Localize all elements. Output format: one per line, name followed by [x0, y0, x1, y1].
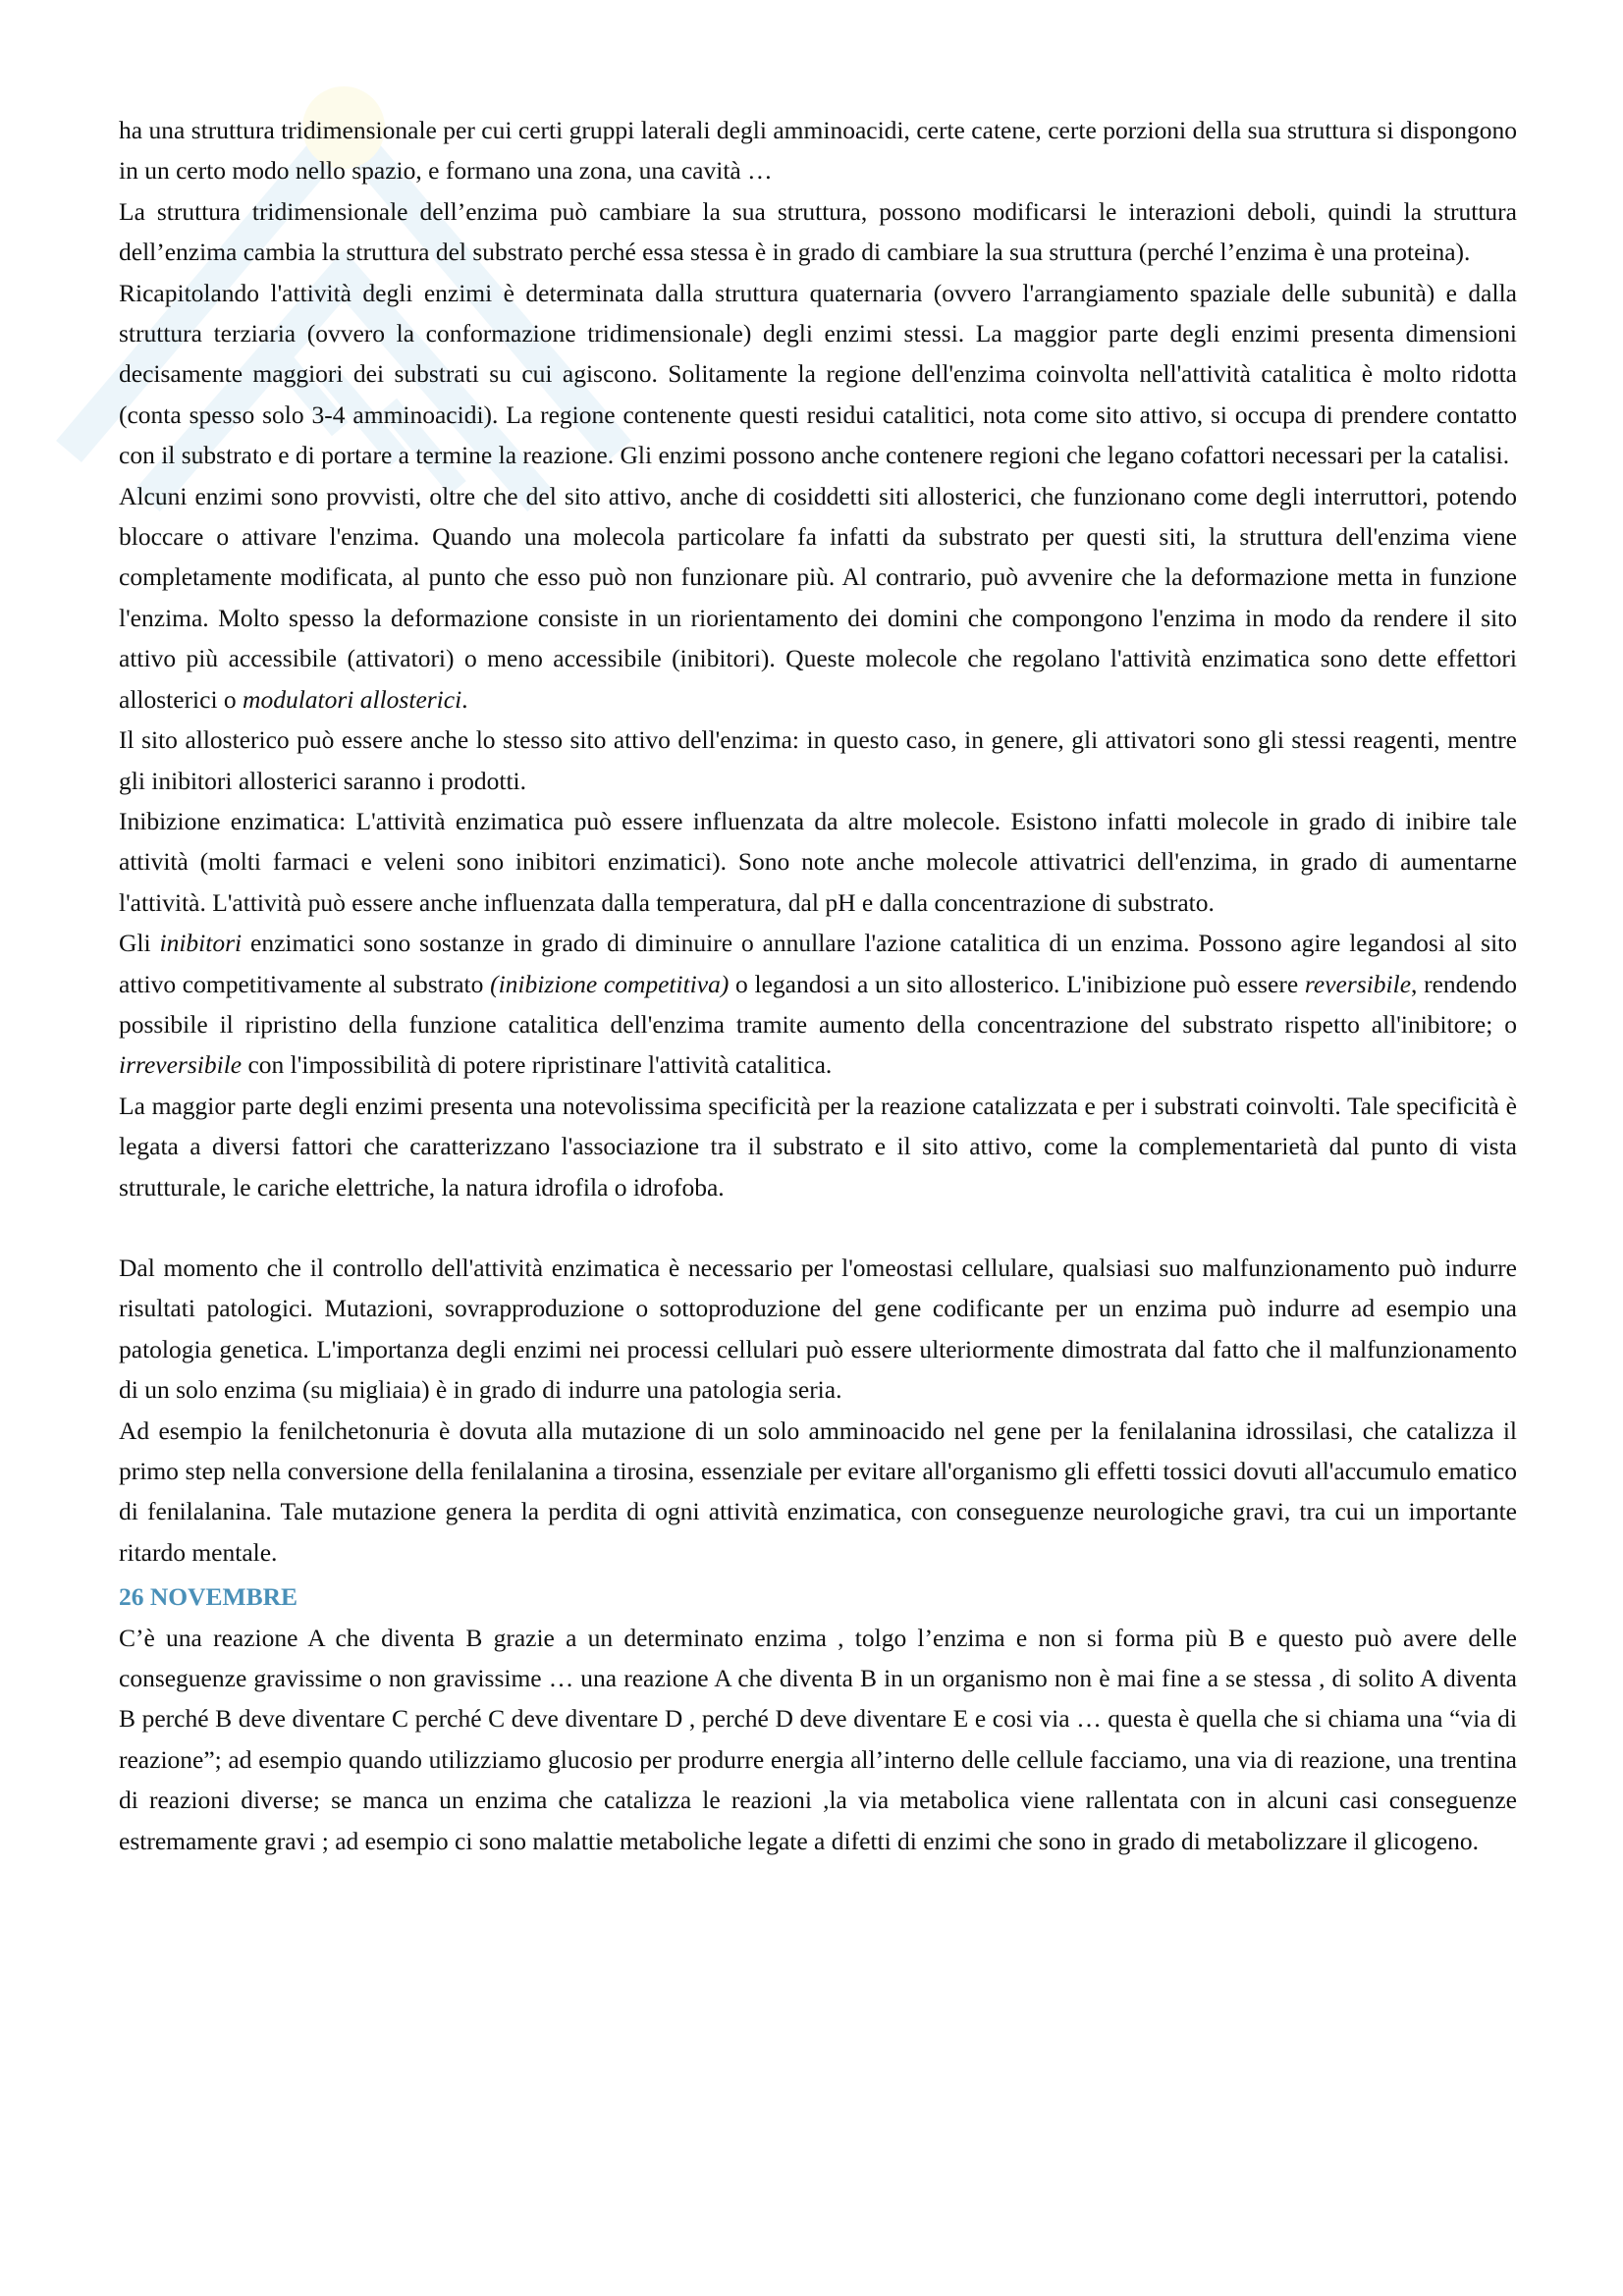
paragraph [119, 720, 1517, 801]
paragraph-text: , rendendo possibile il ripristino della funzione catalitica dell'enzima tramite aumento della concentrazione del substrato rispetto all'inibitore; o [119, 969, 1517, 1039]
paragraph-text: enzimatici sono sostanze in grado di diminuire o annullare l'azione catalitica di un enzima. Possono agire legandosi al sito attivo competitivamente al substrato [119, 929, 1517, 998]
section-enzyme-structure [119, 110, 1517, 1207]
paragraph-text: Inibizione enzimatica: L'attività enzimatica può essere influenzata da altre molecole. Esistono infatti molecole in grado di inibire tale attività (molti farmaci e veleni sono inibitori enzimatici). Sono note anche molecole attivatrici dell'enzima, in grado di aumentarne l'attività. L'attività può essere anche influenzata dalla temperatura, dal pH e dalla concentrazione di substrato. [119, 806, 1517, 917]
paragraph-text: La maggior parte degli enzimi presenta una notevolissima specificità per la reazione catalizzata e per i substrati coinvolti. Tale specificità è legata a diversi fattori che caratterizzano l'associazione tra il substrato e il sito attivo, come la complementarietà dal punto di vista strutturale, le cariche elettriche, la natura idrofila o idrofoba. [119, 1091, 1517, 1201]
paragraph [119, 476, 1517, 720]
paragraph-text: . [461, 684, 468, 714]
section-reaction-pathways [119, 1618, 1517, 1861]
paragraph-text: con l'impossibilità di potere ripristinare l'attività catalitica. [242, 1050, 833, 1080]
italic-text: irreversibile [119, 1050, 243, 1080]
italic-text: modulatori allosterici [243, 684, 462, 714]
italic-text: reversibile [1304, 969, 1412, 998]
paragraph-text: Ricapitolando l'attività degli enzimi è determinata dalla struttura quaternaria (ovvero l'arrangiamento spaziale delle subunità) e dalla struttura terziaria (ovvero la conformazione tridimensionale) degli enzimi stessi. La maggior parte degli enzimi presenta dimensioni decisamente maggiori dei substrati su cui agiscono. Solitamente la regione dell'enzima coinvolta nell'attività catalitica è molto ridotta (conta spesso solo 3-4 amminoacidi). La regione contenente questi residui catalitici, nota come sito attivo, si occupa di prendere contatto con il substrato e di portare a termine la reazione. Gli enzimi possono anche contenere regioni che legano cofattori necessari per la catalisi. [119, 278, 1517, 470]
document-page [119, 110, 1517, 1861]
paragraph [119, 1086, 1517, 1207]
paragraph-text: Alcuni enzimi sono provvisti, oltre che del sito attivo, anche di cosiddetti siti allosterici, che funzionano come degli interruttori, potendo bloccare o attivare l'enzima. Quando una molecola particolare fa infatti da substrato per questi siti, la struttura dell'enzima viene completamente modificata, al punto che esso può non funzionare più. Al contrario, può avvenire che la deformazione metta in funzione l'enzima. Molto spesso la deformazione consiste in un riorientamento dei domini che compongono l'enzima in modo da rendere il sito attivo più accessibile (attivatori) o meno accessibile (inibitori). Queste molecole che regolano l'attività enzimatica sono dette effettori allosterici o [119, 481, 1517, 714]
section-heading-26-novembre: 26 NOVEMBRE [119, 1582, 298, 1612]
section-enzyme-pathology [119, 1248, 1517, 1573]
paragraph [119, 1248, 1517, 1411]
paragraph-text: o legandosi a un sito allosterico. L'inibizione può essere [729, 969, 1305, 998]
paragraph-text: ha una struttura tridimensionale per cui certi gruppi laterali degli amminoacidi, certe catene, certe porzioni della sua struttura si dispongono in un certo modo nello spazio, e formano una zona, una cavità … [119, 116, 1517, 186]
paragraph [119, 1411, 1517, 1574]
paragraph-text: C’è una reazione A che diventa B grazie a un determinato enzima , tolgo l’enzima e non si forma più B e questo può avere delle conseguenze gravissime o non gravissime … una reazione A che diventa B in un organismo non è mai fine a se stessa , di solito A diventa B perché B deve diventare C perché C deve diventare D , perché D deve diventare E e cosi via … questa è quella che si chiama una “via di reazione”; ad esempio quando utilizziamo glucosio per produrre energia all’interno delle cellule facciamo, una via di reazione, una trentina di reazioni diverse; se manca un enzima che catalizza le reazioni ,la via metabolica viene rallentata con in alcuni casi conseguenze estremamente gravi ; ad esempio ci sono malattie metaboliche legate a difetti di enzimi che sono in grado di metabolizzare il glicogeno. [119, 1623, 1517, 1855]
paragraph [119, 923, 1517, 1086]
italic-text: (inibizione competitiva) [490, 969, 730, 998]
paragraph-text: Dal momento che il controllo dell'attività enzimatica è necessario per l'omeostasi cellulare, qualsiasi suo malfunzionamento può indurre risultati patologici. Mutazioni, sovrapproduzione o sottoproduzione del gene codificante per un enzima può indurre ad esempio una patologia genetica. L'importanza degli enzimi nei processi cellulari può essere ulteriormente dimostrata dal fatto che il malfunzionamento di un solo enzima (su migliaia) è in grado di indurre una patologia seria. [119, 1253, 1517, 1405]
paragraph-text: Il sito allosterico può essere anche lo stesso sito attivo dell'enzima: in questo caso, in genere, gli attivatori sono gli stessi reagenti, mentre gli inibitori allosterici saranno i prodotti. [119, 725, 1517, 795]
paragraph [119, 110, 1517, 191]
paragraph-text: La struttura tridimensionale dell’enzima può cambiare la sua struttura, possono modificarsi le interazioni deboli, quindi la struttura dell’enzima cambia la struttura del substrato perché essa stessa è in grado di cambiare la sua struttura (perché l’enzima è una proteina). [119, 196, 1517, 267]
paragraph [119, 1618, 1517, 1861]
paragraph-text: Gli [119, 929, 160, 958]
italic-text: inibitori [159, 929, 243, 958]
paragraph [119, 191, 1517, 273]
paragraph [119, 801, 1517, 923]
paragraph-text: Ad esempio la fenilchetonuria è dovuta alla mutazione di un solo amminoacido nel gene per la fenilalanina idrossilasi, che catalizza il primo step nella conversione della fenilalanina a tirosina, essenziale per evitare all'organismo gli effetti tossici dovuti all'accumulo ematico di fenilalanina. Tale mutazione genera la perdita di ogni attività enzimatica, con conseguenze neurologiche gravi, tra cui un importante ritardo mentale. [119, 1415, 1517, 1567]
paragraph [119, 273, 1517, 476]
